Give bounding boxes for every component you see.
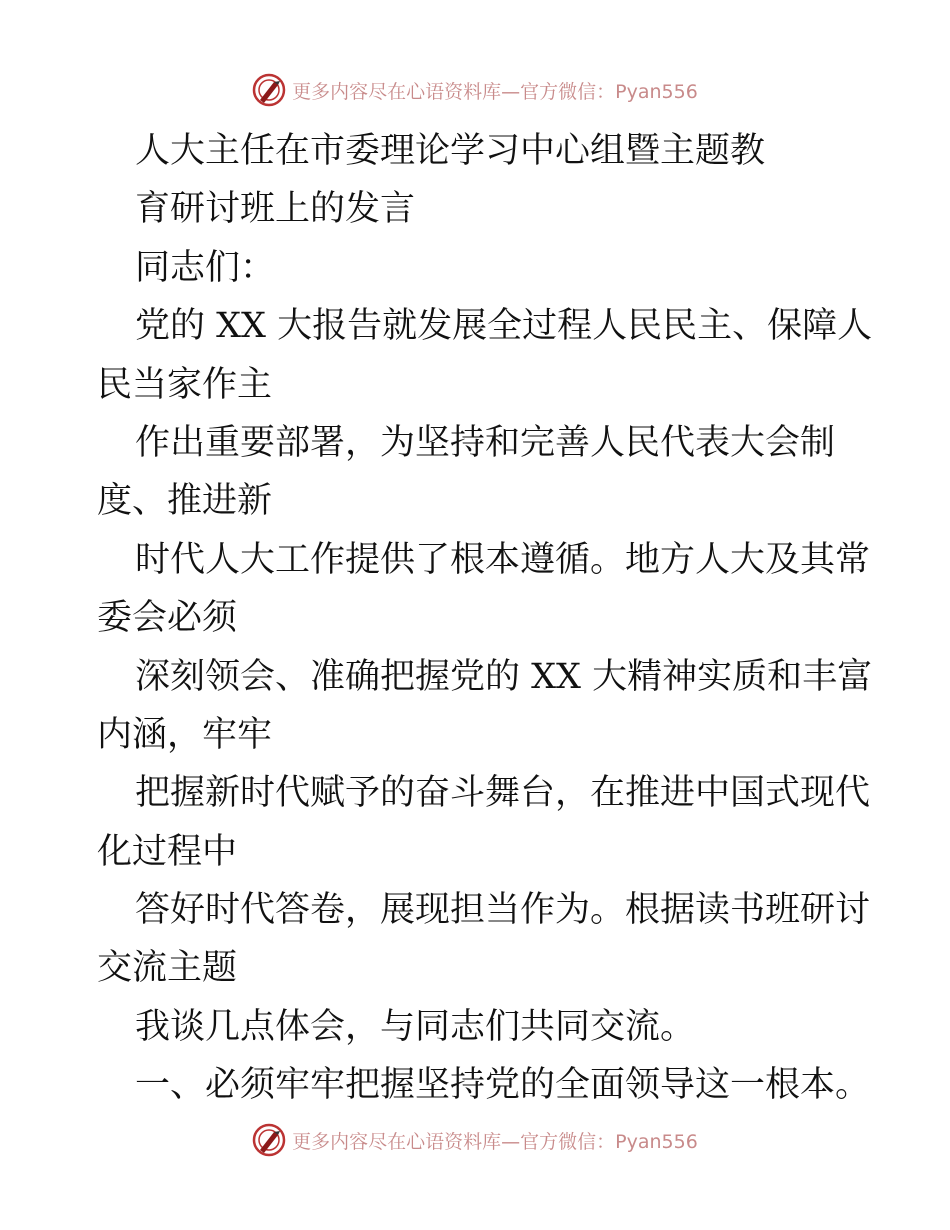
paragraph-line: 度、推进新 bbox=[97, 481, 273, 522]
paragraph-line: 内涵，牢牢 bbox=[97, 714, 273, 755]
pen-logo-icon bbox=[252, 1123, 286, 1157]
paragraph-line: 党的 XX 大报告就发展全过程人民民主、保障人 bbox=[135, 306, 873, 347]
paragraph-line: 答好时代答卷，展现担当作为。根据读书班研讨 bbox=[135, 890, 871, 931]
watermark-text: 更多内容尽在心语资料库—官方微信：Pyan556 bbox=[292, 1130, 698, 1153]
paragraph-line: 把握新时代赋予的奋斗舞台，在推进中国式现代 bbox=[135, 773, 871, 814]
section-heading: 一、必须牢牢把握坚持党的全面领导这一根本。 bbox=[135, 1065, 871, 1106]
salutation: 同志们： bbox=[135, 247, 276, 288]
paragraph-line: 民当家作主 bbox=[97, 364, 273, 405]
paragraph-line: 委会必须 bbox=[97, 598, 238, 639]
header-watermark bbox=[0, 70, 950, 110]
title-line-1: 人大主任在市委理论学习中心组暨主题教 bbox=[135, 131, 766, 171]
paragraph-line: 交流主题 bbox=[97, 948, 238, 989]
watermark-text: 更多内容尽在心语资料库—官方微信：Pyan556 bbox=[292, 80, 698, 103]
pen-logo-icon bbox=[252, 73, 286, 107]
title-line-2: 育研讨班上的发言 bbox=[135, 189, 416, 230]
paragraph-line: 我谈几点体会，与同志们共同交流。 bbox=[135, 1006, 696, 1047]
paragraph-line: 时代人大工作提供了根本遵循。地方人大及其常 bbox=[135, 539, 871, 580]
paragraph-line: 作出重要部署，为坚持和完善人民代表大会制 bbox=[135, 422, 836, 463]
paragraph-line: 深刻领会、准确把握党的 XX 大精神实质和丰富 bbox=[135, 656, 873, 697]
paragraph-line: 化过程中 bbox=[97, 831, 238, 872]
footer-watermark bbox=[0, 1120, 950, 1160]
document-body bbox=[97, 122, 873, 1115]
